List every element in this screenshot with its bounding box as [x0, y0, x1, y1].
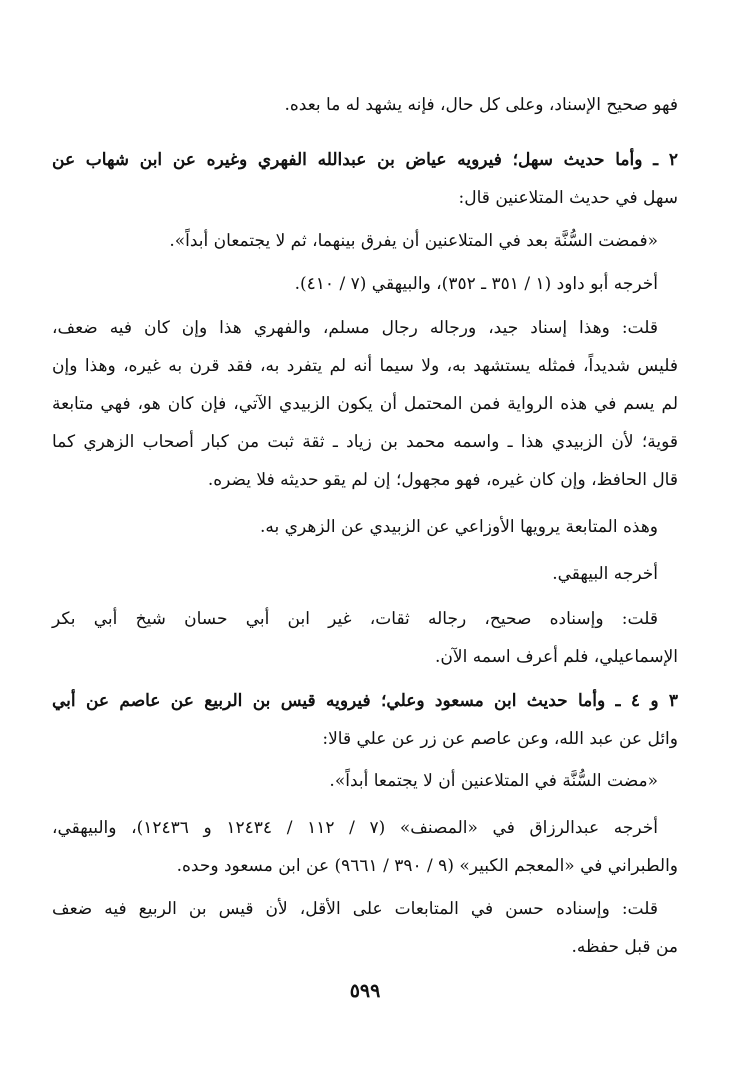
text-line-9: وهذه المتابعة يرويها الأوزاعي عن الزبيدي عن الزهري به.	[260, 517, 658, 537]
text-line-1: فهو صحيح الإسناد، وعلى كل حال، فإنه يشهد له ما بعده.	[284, 95, 678, 115]
citation-line-2: أخرجه البيهقي.	[552, 564, 658, 584]
text-line-8: قال الحافظ، وإن كان غيره، فهو مجهول؛ إن لم يقو حديثه فلا يضره.	[207, 470, 678, 490]
text-line-3: سهل في حديث المتلاعنين قال:	[458, 188, 678, 208]
text-line-4: قلت: وهذا إسناد جيد، ورجاله رجال مسلم، والفهري هذا وإن كان فيه ضعف،	[52, 318, 658, 338]
citation-line-3: أخرجه عبدالرزاق في «المصنف» (٧ / ١١٢ / ١٢٤٣٤ و ١٢٤٣٦)، والبيهقي،	[52, 818, 658, 838]
text-line-5: فليس شديداً، فمثله يستشهد به، ولا سيما أنه لم يتفرد به، فقد قرن به غيره، وهذا وإن	[52, 356, 678, 376]
quote-line-2: «مضت السُّنَّة في المتلاعنين أن لا يجتمعا أبداً».	[329, 771, 658, 791]
quote-line-1: «فمضت السُّنَّة بعد في المتلاعنين أن يفرق بينهما، ثم لا يجتمعان أبداً».	[169, 231, 658, 251]
text-line-7: قوية؛ لأن الزبيدي هذا ـ واسمه محمد بن زياد ـ ثقة ثبت من كبار أصحاب الزهري كما	[52, 432, 678, 452]
citation-line-1: أخرجه أبو داود (١ / ٣٥١ ـ ٣٥٢)، والبيهقي (٧ / ٤١٠).	[294, 274, 658, 294]
text-line-2: ٢ ـ وأما حديث سهل؛ فيرويه عياض بن عبدالله الفهري وغيره عن ابن شهاب عن	[52, 150, 678, 170]
page-number: ٥٩٩	[349, 980, 381, 1002]
text-line-10: قلت: وإسناده صحيح، رجاله ثقات، غير ابن أبي حسان شيخ أبي بكر	[52, 609, 658, 629]
text-line-15: من قبل حفظه.	[571, 937, 678, 957]
text-line-13: وائل عن عبد الله، وعن عاصم عن زر عن علي قالا:	[322, 729, 678, 749]
citation-line-4: والطبراني في «المعجم الكبير» (٩ / ٣٩٠ / ٩٦٦١) عن ابن مسعود وحده.	[176, 856, 678, 876]
text-line-6: لم يسم في هذه الرواية فمن المحتمل أن يكون الزبيدي الآتي، فإن كان هو، فهي متابعة	[52, 394, 678, 414]
text-line-14: قلت: وإسناده حسن في المتابعات على الأقل، لأن قيس بن الربيع فيه ضعف	[52, 899, 658, 919]
text-line-11: الإسماعيلي، فلم أعرف اسمه الآن.	[435, 647, 678, 667]
text-line-12: ٣ و ٤ ـ وأما حديث ابن مسعود وعلي؛ فيرويه قيس بن الربيع عن عاصم عن أبي	[52, 691, 678, 711]
